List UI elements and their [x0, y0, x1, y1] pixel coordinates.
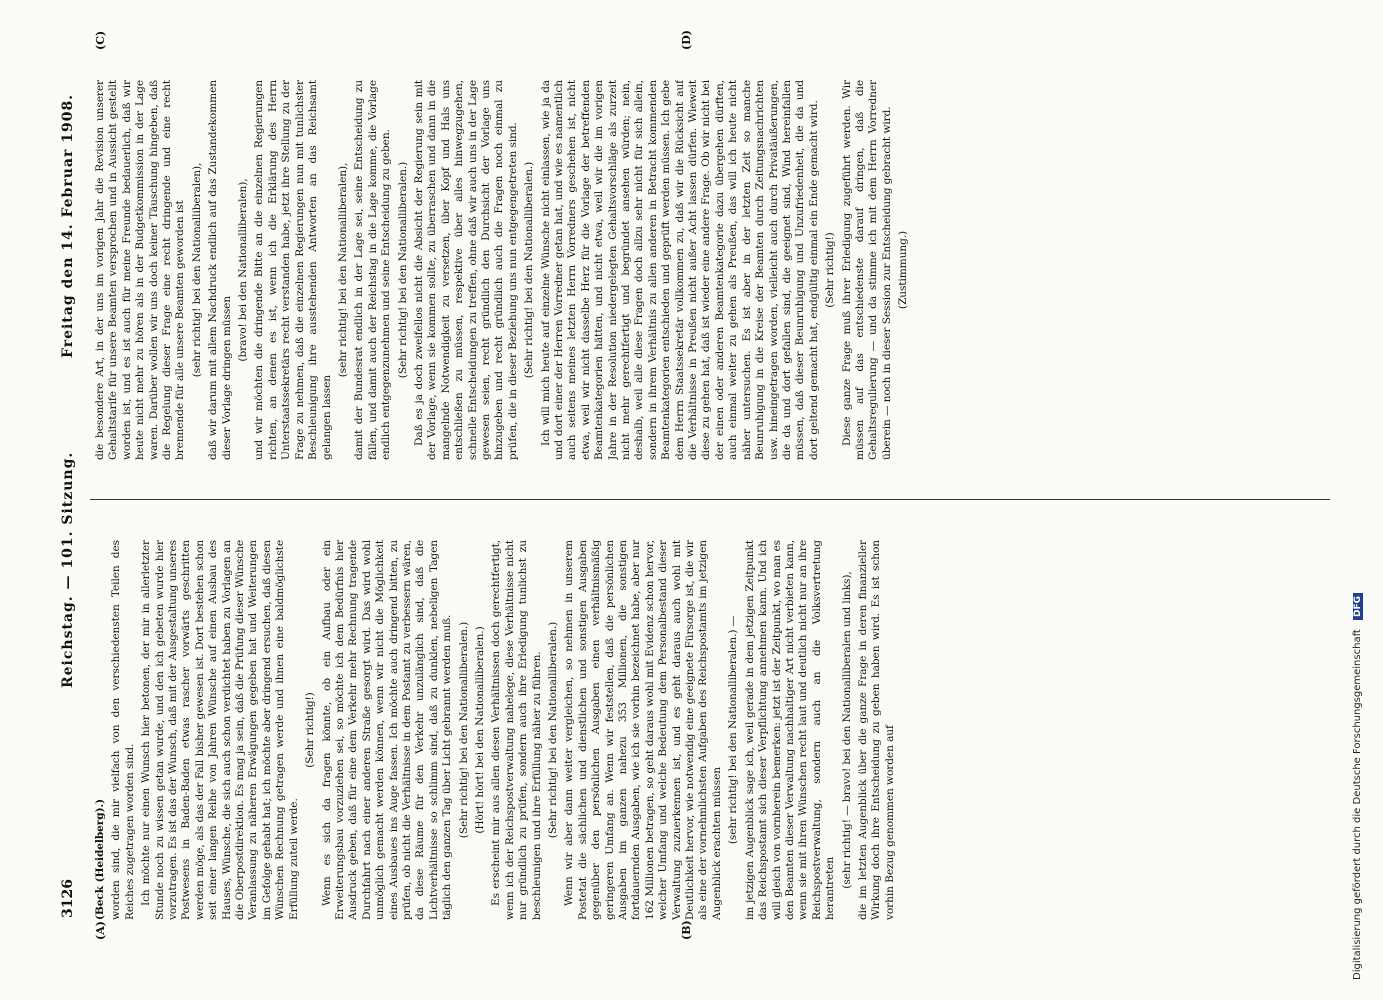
dfg-logo: DFG [1353, 593, 1363, 620]
interjection: (Sehr richtig! bei den Nationalliberalen.) [396, 161, 409, 379]
credit-text: Digitalisierung gefördert durch die Deutsche Forschungsgemeinschaft [1352, 629, 1363, 980]
margin-marker-d: (D) [680, 30, 693, 50]
interjection: (Sehr richtig! bei den Nationalliberalen.) [523, 161, 536, 379]
session-date: Freitag den 14. Februar 1908. [60, 93, 76, 358]
interjection: (sehr richtig! bei den Nationalliberalen), [190, 162, 203, 378]
interjection: (Sehr richtig!) [824, 232, 837, 308]
paragraph: die im letzten Augenblick über die ganze Frage in deren finanzieller Wirkung doch ihre Entscheidung zu geben haben wird. Es ist schon vorhin Bezug genommen worden auf [856, 540, 896, 920]
paragraph: damit der Bundesrat endlich in der Lage sei, seine Entscheidung zu fällen, und damit auch der Reichstag in die Lage komme, die Vorlage endlich entgegenzunehmen und seine Entscheidung zu geben. [353, 80, 393, 460]
paragraph: worden sind, die mir vielfach von den verschiedensten Teilen des Reiches zugetragen worden sind. [110, 540, 136, 920]
left-column [94, 540, 1334, 920]
paragraph: Daß es ja doch zweifellos nicht die Absicht der Regierung sein mit der Vorlage, wenn sie kommen sollte, zu überraschen und dann in die mangelnde Notwendigkeit zu versetzen, über Kopf und Hals uns entschließen zu müssen, respektive über alles hinwegzugehen, schnelle Entscheidungen zu treffen, ohne daß wir auch uns in der Lage gewesen seien, recht gründlich den Durchsicht der Vorlage uns hinzugeben und recht gründlich auch die Fragen noch einmal zu prüfen, die in dieser Beziehung uns nun entgegengetreten sind. [412, 80, 519, 460]
paragraph: die besondere Art, in der uns im vorigen Jahr die Revision unserer Gehaltstarife für unsere Beamten versprochen und in Aussicht gestellt worden ist, und es ist auch für meine Freunde bedauerlich, daß wir heute nicht mehr zu hören als in der Budgetkommission in der Lage waren. Darüber wollen wir uns doch keiner Täuschung hingeben, daß die Regelung dieser Frage eine recht dringende und eine recht brennende für alle unsere Beamten geworden ist [94, 80, 187, 460]
interjection: (sehr richtig! — bravo! bei den Nationalliberalen und links), [840, 571, 853, 889]
interjection: (bravo! bei den Nationalliberalen), [237, 178, 250, 362]
interjection: (Sehr richtig!) [304, 692, 317, 768]
interjection: (Sehr richtig! bei den Nationalliberalen.) [457, 621, 470, 839]
paragraph: Wenn es sich da fragen könnte, ob ein Aufbau oder ein Erweiterungsbau vorzuziehen sei, so möchte ich dem Bedürfnis hier Ausdruck geben, daß für eine dem Verkehr mehr Rechnung tragende Durchfahrt nach einer anderen Straße gesorgt wird. Das wird wohl unmöglich gemacht werden können, wenn wir nicht die Möglichkeit eines Ausbaues ins Auge fassen. Ich möchte auch dringend bitten, zu prüfen, ob nicht die Verhältnisse in dem Postamt zu verbessern wären, da diese Räume für den Verkehr unzulänglich sind, daß die Lichtverhältnisse so schlimm sind, daß zu dunklen, nebeligen Tagen täglich den ganzen Tag über Licht gebrannt werden muß. [320, 540, 454, 920]
paragraph: und wir möchten die dringende Bitte an die einzelnen Regierungen richten, an denen es ist, wenn ich die Erklärung des Herrn Unterstaatssekretärs recht verstanden habe, jetzt ihre Stellung zu der Frage zu nehmen, daß die einzelnen Regierungen nun mit tunlichster Beschleunigung ihre ausstehenden Antworten an das Reichsamt gelangen lassen [253, 80, 333, 460]
margin-marker-b: (B) [680, 920, 693, 940]
column-divider [90, 499, 1330, 500]
interjection: (Hört! hört! bei den Nationalliberalen.) [473, 626, 486, 834]
paragraph: Diese ganze Frage muß ihrer Erledigung zugeführt werden. Wir müssen auf das entschiedenste darauf dringen, daß die Gehaltsregulierung — und da stimme ich mit dem Herrn Vorredner überein — noch in dieser Session zur Entscheidung gebracht wird. [840, 80, 893, 460]
paragraph: daß wir darum mit allem Nachdruck endlich auf das Zustandekommen dieser Vorlage dringen müssen [207, 80, 233, 460]
interjection: (Zustimmung.) [897, 230, 910, 310]
margin-marker-c: (C) [94, 30, 107, 50]
digitization-credit [1352, 20, 1363, 980]
paragraph: Ich möchte nur einen Wunsch hier betonen, der mir in allerletzter Stunde noch zu wissen getan wurde, und den ich gebeten wurde hier vorzutragen. Es ist das der Wunsch, daß mit der Ausgestaltung unseres Postwesens in Baden-Baden etwas rascher vorwärts geschritten werden möge, als das der Fall bisher gewesen ist. Dort bestehen schon seit einer langen Reihe von Jahren Wünsche auf einen Ausbau des Hauses, Wünsche, die sich auch schon verdichtet haben zu Vorlagen an die Oberpostdirektion. Es mag ja sein, daß die Prüfung dieser Wünsche Veranlassung zu näheren Erwägungen gegeben hat und Weiterungen im Gefolge gehabt hat; ich möchte aber dringend ersuchen, daß diesen Wünschen Rechnung getragen werde und ihnen eine baldmöglichste Erfüllung zuteil werde. [140, 540, 300, 920]
paragraph: Wenn wir aber dann weiter vergleichen, so nehmen in unserem Postetat die sächlichen und dienstlichen und sonstigen Ausgaben gegenüber den persönlichen Ausgaben einen verhältnismäßig geringeren Umfang an. Wenn wir feststellen, daß die persönlichen Ausgaben im ganzen nahezu 353 Millionen, die sonstigen fortdauernden Ausgaben, wie ich sie vorhin bezeichnet habe, aber nur 162 Millionen betragen, so geht daraus wohl mit Evidenz schon hervor, welcher Umfang und welche Bedeutung dem Personalbestand dieser Verwaltung zuzuerkennen ist, und es geht daraus auch wohl mit Deutlichkeit hervor, wie notwendig eine geeignete Fürsorge ist, die wir als eine der vornehmlichsten Aufgaben des Reichspostamts im jetzigen Augenblick erachten müssen [563, 540, 723, 920]
interjection: (sehr richtig! bei den Nationalliberalen), [336, 162, 349, 378]
paragraph: Ich will mich heute auf einzelne Wünsche nicht einlassen, wie ja da und dort einer der Herren Vorredner getan hat, und wie es namentlich auch seitens meines letzten Herrn Vorredners geschehen ist, nicht etwa, weil wir nicht dasselbe Herz für die Vorlage der betreffenden Beamtenkategorien hätten, und nicht etwa, weil wir die im vorigen Jahre in der Resolution niedergelegten Gehaltsvorschläge als zurzeit nicht mehr gerechtfertigt und begründet ansehen würden; nein, deshalb, weil alle diese Fragen doch allzu sehr nicht für sich allein, sondern in ihrem Verhältnis zu allen anderen in Betracht kommenden Beamtenkategorien entschieden und geprüft werden müssen. Ich gebe dem Herrn Staatssekretär vollkommen zu, daß wir die Rücksicht auf die Verhältnisse in Preußen nicht außer Acht lassen dürfen. Wieweit diese zu gehen hat, daß ist wieder eine andere Frage. Ob wir nicht bei der einen oder anderen Beamtenkategorie dazu übergehen dürften, auch einmal weiter zu gehen als Preußen, das will ich heute nicht näher untersuchen. Es ist aber in der letzten Zeit so manche Beunruhigung in die Kreise der Beamten durch Zeitungsnachrichten usw. hineingetragen worden, vielleicht auch durch Privatäußerungen, die da und dort gefallen sind, die geeignet sind, Wind hereinfallen müssen, daß dieser Beunruhigung und Unzufriedenheit, die da und dort geltend gemacht hat, endgültig einmal ein Ende gemacht wird. [539, 80, 820, 460]
page-header [60, 58, 80, 918]
paragraph: im jetzigen Augenblick sage ich, weil gerade in dem jetzigen Zeitpunkt das Reichspostamt sich dieser Verpflichtung annehmen kann. Und ich will gleich von vornherein bemerken: jetzt ist der Zeitpunkt, wo man es den Beamten dieser Verwaltung nachhaltiger Art nicht verbieten kann, wenn sie mit ihren Wünschen recht laut und deutlich nicht nur an ihre Reichspostverwaltung, sondern auch an die Volksvertretung herantreten [743, 540, 837, 920]
speaker-label: (Beck (Heidelberg).) [94, 799, 106, 920]
page-number: 3126 [60, 879, 76, 918]
paragraph: Es erscheint mir aus allen diesen Verhältnissen doch gerechtfertigt, wenn ich der Reichspostverwaltung nahelege, diese Verhältnisse nicht nur gründlich zu prüfen, sondern auch ihre Erledigung tunlichst zu beschleunigen und ihre Erfüllung näher zu führen. [490, 540, 543, 920]
interjection: (sehr richtig! bei den Nationalliberalen.) — [727, 615, 740, 845]
page-title: Reichstag. — 101. Sitzung. [60, 451, 76, 688]
margin-marker-a: (A) [94, 921, 107, 940]
interjection: (Sehr richtig! bei den Nationalliberalen.) [547, 621, 559, 839]
right-column [94, 80, 1334, 460]
